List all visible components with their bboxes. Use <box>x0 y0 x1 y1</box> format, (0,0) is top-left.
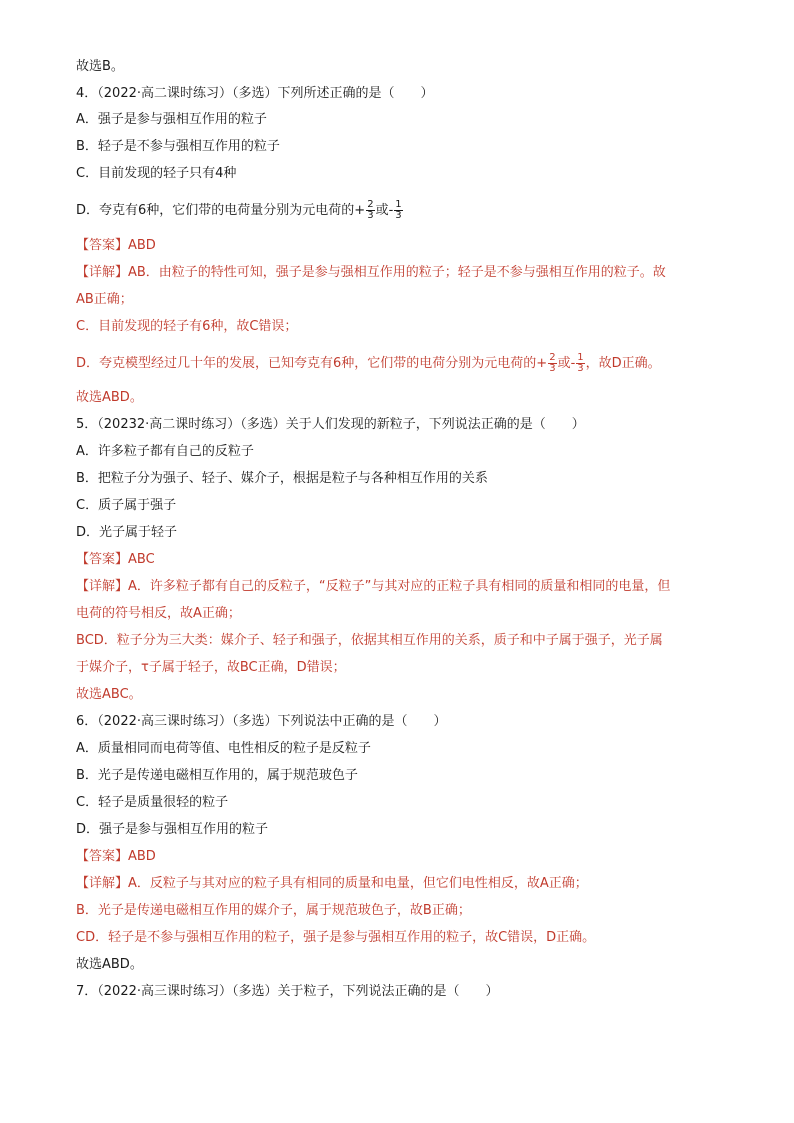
question-4-stem: 4．（2022·高二课时练习）（多选）下列所述正确的是（ ） <box>76 86 434 101</box>
question-6-option-c: C．轻子是质量很轻的粒子 <box>76 795 229 810</box>
question-6-option-d: D．强子是参与强相互作用的粒子 <box>76 822 269 837</box>
question-6-explanation: 【详解】A．反粒子与其对应的粒子具有相同的质量和电量，但它们电性相反，故A正确； <box>76 876 588 891</box>
fraction: $\frac{1}{3}$ <box>395 199 402 221</box>
question-6-answer: 【答案】ABD <box>76 849 156 864</box>
question-6-explanation: CD．轻子是不参与强相互作用的粒子，强子是参与强相互作用的粒子，故C错误，D正确。 <box>76 930 596 945</box>
question-6-conclusion: 故选ABD。 <box>76 957 143 972</box>
question-5-explanation: 电荷的符号相反，故A正确； <box>76 606 241 621</box>
question-4-conclusion: 故选ABD。 <box>76 390 143 405</box>
question-6-explanation: B．光子是传递电磁相互作用的媒介子，属于规范玻色子，故B正确； <box>76 903 471 918</box>
question-7-stem: 7．（2022·高三课时练习）（多选）关于粒子，下列说法正确的是（ ） <box>76 984 499 999</box>
question-5-option-b: B．把粒子分为强子、轻子、媒介子，根据是粒子与各种相互作用的关系 <box>76 471 488 486</box>
question-5-option-a: A．许多粒子都有自己的反粒子 <box>76 444 254 459</box>
question-6-stem: 6．（2022·高三课时练习）（多选）下列说法中正确的是（ ） <box>76 714 447 729</box>
question-5-conclusion: 故选ABC。 <box>76 687 142 702</box>
question-4-explanation: D．夸克模型经过几十年的发展，已知夸克有6种，它们带的电荷分别为元电荷的+ $\frac{2}{3}$ 或- $\frac{1}{3}$ ，故D正确。 <box>76 352 661 374</box>
question-4-option-d: D．夸克有6种，它们带的电荷量分别为元电荷的+ $\frac{2}{3}$ 或- $\frac{1}{3}$ <box>76 199 402 221</box>
option-text: D．夸克有6种，它们带的电荷量分别为元电荷的+ <box>76 203 366 218</box>
question-6-option-b: B．光子是传递电磁相互作用的，属于规范玻色子 <box>76 768 358 783</box>
question-5-explanation: 于媒介子，τ子属于轻子，故BC正确，D错误； <box>76 660 346 675</box>
question-4-option-b: B．轻子是不参与强相互作用的粒子 <box>76 139 280 154</box>
question-5-option-d: D．光子属于轻子 <box>76 525 178 540</box>
question-4-option-c: C．目前发现的轻子只有4种 <box>76 166 237 181</box>
question-4-option-a: A．强子是参与强相互作用的粒子 <box>76 112 267 127</box>
fraction: $\frac{2}{3}$ <box>549 352 556 374</box>
question-5-explanation: 【详解】A．许多粒子都有自己的反粒子，“反粒子”与其对应的正粒子具有相同的质量和相同的电量，但 <box>76 579 671 594</box>
question-5-option-c: C．质子属于强子 <box>76 498 177 513</box>
question-5-stem: 5．（20232·高二课时练习）（多选）关于人们发现的新粒子，下列说法正确的是（ ） <box>76 417 585 432</box>
question-4-explanation: AB正确； <box>76 292 133 307</box>
question-4-explanation: C．目前发现的轻子有6种，故C错误； <box>76 319 298 334</box>
question-6-option-a: A．质量相同而电荷等值、电性相反的粒子是反粒子 <box>76 741 371 756</box>
question-4-explanation: 【详解】AB．由粒子的特性可知，强子是参与强相互作用的粒子；轻子是不参与强相互作用的粒子。故 <box>76 265 666 280</box>
conclusion-line: 故选B。 <box>76 59 124 74</box>
fraction: $\frac{1}{3}$ <box>577 352 584 374</box>
question-4-answer: 【答案】ABD <box>76 238 156 253</box>
question-5-explanation: BCD．粒子分为三大类：媒介子、轻子和强子，依据其相互作用的关系，质子和中子属于强子，光子属 <box>76 633 663 648</box>
question-5-answer: 【答案】ABC <box>76 552 155 567</box>
fraction: $\frac{2}{3}$ <box>367 199 374 221</box>
